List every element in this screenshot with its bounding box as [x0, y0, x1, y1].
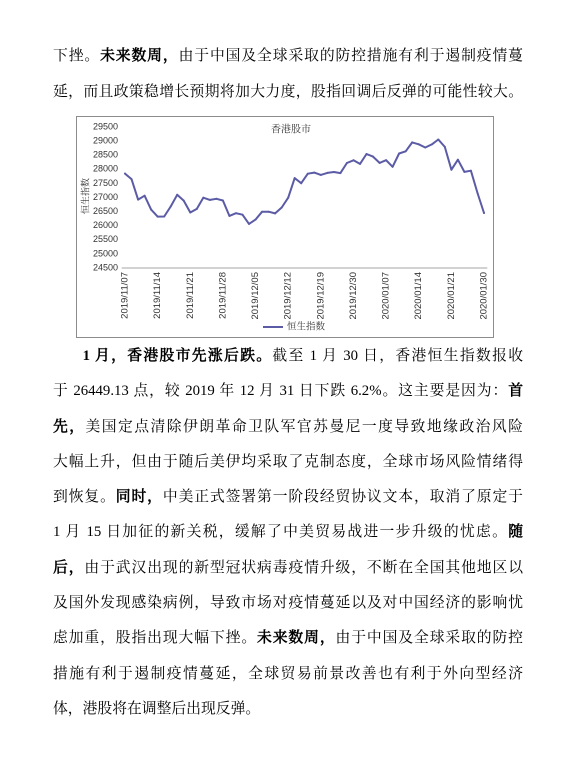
- data-point: [411, 141, 413, 143]
- chart-svg: [77, 117, 493, 337]
- text-line: [53, 445, 523, 480]
- text-run: 于 26449.13 点，较 2019 年 12 月 31 日下跌 6.2%。这主要是因为：: [53, 383, 509, 400]
- bold-phrase: 随: [508, 524, 523, 541]
- data-point: [372, 156, 374, 158]
- text-run: 体，港股将在调整后出现反弹。: [53, 700, 261, 717]
- bold-phrase: 同时，: [115, 489, 163, 506]
- data-point: [339, 172, 341, 174]
- text-run: 美国定点清除伊朗革命卫队军官苏曼尼一度导致地缘政治风险: [85, 418, 523, 435]
- series-line-hsi: [125, 140, 484, 224]
- data-point: [320, 174, 322, 176]
- text-run: 由于中国及全球采取的防控措施有利于遏制疫情蔓: [178, 48, 523, 64]
- data-point: [131, 178, 133, 180]
- data-point: [431, 143, 433, 145]
- text-line: [53, 657, 523, 692]
- data-point: [242, 214, 244, 216]
- y-tick-label: 29000: [92, 135, 118, 146]
- legend-label: 恒生指数: [287, 321, 326, 333]
- text-line: [53, 374, 523, 409]
- x-tick-label: 2020/01/14: [413, 272, 425, 320]
- data-point: [450, 169, 452, 171]
- text-run: 虑加重，股指出现大幅下挫。: [53, 630, 258, 647]
- x-tick-label: 2020/01/30: [478, 272, 490, 320]
- text-line: [53, 339, 523, 374]
- data-point: [215, 198, 217, 200]
- y-tick-label: 28500: [92, 149, 118, 160]
- data-point: [418, 143, 420, 145]
- y-axis-label: 恒生指数: [80, 177, 91, 215]
- data-point: [470, 170, 472, 172]
- data-point: [268, 211, 270, 213]
- text-line: [53, 515, 523, 550]
- data-point: [274, 212, 276, 214]
- data-point: [294, 177, 296, 179]
- bold-phrase: 后，: [53, 559, 85, 576]
- x-tick-label: 2020/01/21: [445, 272, 457, 320]
- data-point: [196, 208, 198, 210]
- data-point: [477, 192, 479, 194]
- x-tick-label: 2019/11/21: [184, 272, 196, 319]
- x-tick-label: 2019/12/12: [282, 272, 294, 320]
- data-point: [483, 212, 485, 214]
- text-line: [53, 74, 523, 110]
- y-tick-label: 26000: [92, 220, 118, 231]
- y-tick-label: 25500: [92, 234, 118, 245]
- text-run: 下挫。: [53, 48, 101, 64]
- y-tick-label: 27500: [92, 177, 118, 188]
- data-point: [424, 147, 426, 149]
- text-run: 到恢复。: [53, 489, 116, 506]
- text-run: 中美正式签署第一阶段经贸协议文本，取消了原定于: [162, 489, 523, 506]
- bold-phrase: 未来数周，: [100, 48, 179, 64]
- data-point: [183, 200, 185, 202]
- text-run: 及国外发现感染病例，导致市场对疫情蔓延以及对中国经济的影响忧: [53, 595, 523, 612]
- text-run: 由于武汉出现的新型冠状病毒疫情升级，不断在全国其他地区以: [84, 559, 523, 576]
- data-point: [379, 162, 381, 164]
- y-tick-label: 24500: [92, 262, 118, 273]
- paragraph-hk-market: [53, 339, 523, 727]
- text-run: 措施有利于遏制疫情蔓延，全球贸易前景改善也有利于外向型经济: [53, 665, 523, 682]
- bold-phrase: 先，: [53, 418, 86, 435]
- x-tick-label: 2019/11/28: [217, 272, 229, 319]
- data-point: [385, 159, 387, 161]
- data-point: [444, 146, 446, 148]
- text-run: 1 月 15 日加征的新关税，缓解了中美贸易战进一步升级的忧虑。: [53, 524, 509, 541]
- data-point: [392, 166, 394, 168]
- data-point: [307, 173, 309, 175]
- bold-phrase: 未来数周，: [257, 630, 336, 647]
- data-point: [398, 153, 400, 155]
- data-point: [150, 209, 152, 211]
- data-point: [144, 195, 146, 197]
- data-point: [313, 172, 315, 174]
- data-point: [457, 159, 459, 161]
- data-point: [222, 200, 224, 202]
- data-point: [359, 163, 361, 165]
- text-line: [53, 38, 523, 74]
- x-tick-label: 2020/01/07: [380, 272, 392, 320]
- data-point: [300, 182, 302, 184]
- data-point: [437, 139, 439, 141]
- y-tick-label: 26500: [92, 205, 118, 216]
- text-line: [53, 551, 523, 586]
- data-point: [202, 197, 204, 199]
- data-point: [287, 197, 289, 199]
- data-point: [366, 153, 368, 155]
- data-point: [176, 194, 178, 196]
- data-point: [346, 162, 348, 164]
- text-run: 截至 1 月 30 日，香港恒生指数报收: [272, 348, 523, 364]
- data-point: [209, 199, 211, 201]
- text-line: [53, 586, 523, 621]
- y-tick-label: 28000: [92, 163, 118, 174]
- chart-figure: [76, 116, 494, 338]
- text-run: 由于中国及全球采取的防控: [335, 630, 523, 647]
- data-point: [124, 173, 126, 175]
- x-tick-label: 2019/11/07: [119, 272, 131, 319]
- data-point: [228, 215, 230, 217]
- y-tick-label: 25000: [92, 248, 118, 259]
- data-point: [463, 171, 465, 173]
- data-point: [170, 206, 172, 208]
- bold-phrase: 1 月，香港股市先涨后跌。: [82, 348, 273, 364]
- paragraph-continuation: [53, 38, 523, 110]
- data-point: [281, 207, 283, 209]
- data-point: [235, 212, 237, 214]
- data-point: [157, 216, 159, 218]
- text-run: 延，而且政策稳增长预期将加大力度，股指回调后反弹的可能性较大。: [53, 84, 523, 100]
- data-point: [333, 171, 335, 173]
- data-point: [163, 216, 165, 218]
- x-tick-label: 2019/12/05: [250, 272, 262, 320]
- bold-phrase: 首: [508, 383, 523, 400]
- data-point: [353, 159, 355, 161]
- data-point: [248, 223, 250, 225]
- x-tick-label: 2019/12/19: [315, 272, 327, 320]
- text-line: [53, 621, 523, 656]
- data-point: [255, 219, 257, 221]
- x-tick-label: 2019/11/14: [152, 272, 164, 319]
- y-tick-label: 27000: [92, 191, 118, 202]
- data-point: [137, 199, 139, 201]
- data-point: [405, 150, 407, 152]
- y-tick-label: 29500: [92, 121, 118, 132]
- chart-title: 香港股市: [271, 124, 311, 136]
- data-point: [189, 212, 191, 214]
- text-line: [53, 410, 523, 445]
- text-run: 大幅上升，但由于随后美伊均采取了克制态度，全球市场风险情绪得: [53, 453, 523, 470]
- text-line: [53, 692, 523, 727]
- x-tick-label: 2019/12/30: [348, 272, 360, 320]
- text-line: [53, 480, 523, 515]
- data-point: [326, 172, 328, 174]
- data-point: [261, 211, 263, 213]
